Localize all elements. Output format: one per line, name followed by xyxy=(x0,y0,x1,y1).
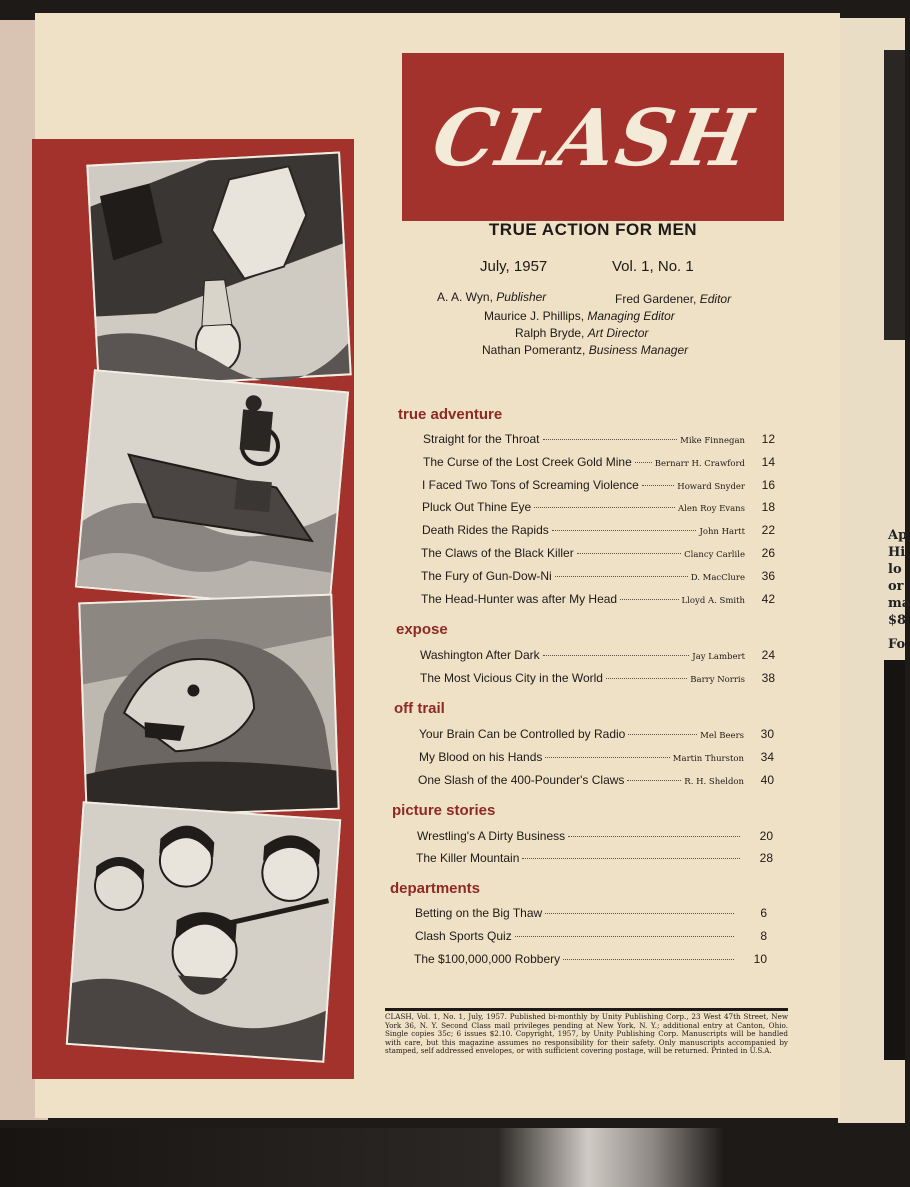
page-number: 20 xyxy=(759,829,773,843)
story-author: Lloyd A. Smith xyxy=(681,596,745,606)
magazine-logo-panel xyxy=(402,53,784,221)
imprint-divider xyxy=(385,1008,788,1011)
section-heading-departments: departments xyxy=(390,880,481,897)
publication-imprint: CLASH, Vol. 1, No. 1, July, 1957. Published bi-monthly by Unity Publishing Corp., 23 West 47th Street, New York 36, N. Y. Second Class mail privileges pending at New York, N. Y.; additional entry at Canton, Ohio. Single copies 35c; 6 issues $2.10. Copyright, 1957, by Unity Publishing Corp. Manuscripts will be handled with care, but this magazine assumes no responsibility for their safety. Only manuscripts accompanied by stamped, self addressed envelopes, or with sufficient covering postage, will be returned. Printed in U.S.A. xyxy=(385,1012,788,1055)
page-number: 26 xyxy=(761,546,775,560)
section-heading-picture-stories: picture stories xyxy=(392,802,496,819)
page-number: 10 xyxy=(753,952,767,966)
leader-dots xyxy=(568,836,740,837)
section-heading-true-adventure: true adventure xyxy=(398,406,503,423)
leader-dots xyxy=(534,507,675,508)
page-number: 12 xyxy=(761,432,775,446)
story-author: Mike Finnegan xyxy=(680,436,745,446)
staff-role: Editor xyxy=(699,292,732,306)
staff-publisher xyxy=(437,290,546,304)
story-title: Your Brain Can be Controlled by Radio xyxy=(419,727,626,741)
story-author: John Hartt xyxy=(699,527,745,537)
story-title: Straight for the Throat xyxy=(423,432,540,446)
leader-dots xyxy=(522,858,740,859)
story-title: The Most Vicious City in the World xyxy=(420,671,603,685)
leader-dots xyxy=(628,734,697,735)
toc-entry[interactable] xyxy=(414,952,767,970)
story-title: Betting on the Big Thaw xyxy=(415,906,543,920)
staff-business-manager xyxy=(482,343,688,357)
staff-name: A. A. Wyn, xyxy=(437,290,493,304)
staff-name: Nathan Pomerantz, xyxy=(482,343,586,357)
page-number: 28 xyxy=(759,851,773,865)
illustration-rapids-boat xyxy=(75,369,349,609)
adjacent-page-text-1: Ap xyxy=(888,528,908,543)
toc-entry[interactable] xyxy=(423,455,775,473)
story-author: Jay Lambert xyxy=(692,652,745,662)
story-author: R. H. Sheldon xyxy=(684,777,744,787)
leader-dots xyxy=(620,599,678,600)
story-title: My Blood on his Hands xyxy=(419,750,543,764)
staff-role: Business Manager xyxy=(588,343,689,357)
leader-dots xyxy=(545,757,669,758)
adjacent-page-footer: Fo xyxy=(888,637,906,652)
tagline: TRUE ACTION FOR MEN xyxy=(488,220,698,239)
staff-role: Art Director xyxy=(587,326,649,340)
toc-entry[interactable] xyxy=(420,648,775,666)
story-author: Mel Beers xyxy=(700,731,744,741)
leader-dots xyxy=(543,655,690,656)
page-number: 16 xyxy=(761,478,775,492)
story-author: Barry Norris xyxy=(690,675,745,685)
toc-entry[interactable] xyxy=(415,906,767,924)
page-number: 6 xyxy=(760,906,767,920)
adjacent-page-text-5: ma xyxy=(888,596,910,611)
leader-dots xyxy=(515,936,734,937)
page-number: 24 xyxy=(761,648,775,662)
staff-art-director xyxy=(515,326,648,340)
adjacent-page-text-4: or xyxy=(888,579,904,594)
story-title: Washington After Dark xyxy=(420,648,540,662)
illustration-big-cat xyxy=(78,594,339,819)
page-number: 40 xyxy=(760,773,774,787)
toc-entry[interactable] xyxy=(423,432,775,450)
toc-entry[interactable] xyxy=(421,569,775,587)
staff-managing-editor xyxy=(484,309,675,323)
page-number: 36 xyxy=(761,569,775,583)
staff-role: Publisher xyxy=(496,290,547,304)
staff-editor xyxy=(615,292,731,306)
leader-dots xyxy=(563,959,734,960)
toc-entry[interactable] xyxy=(419,750,774,768)
leader-dots xyxy=(543,439,678,440)
story-title: The Curse of the Lost Creek Gold Mine xyxy=(423,455,632,469)
page-number: 38 xyxy=(761,671,775,685)
toc-entry[interactable] xyxy=(422,523,775,541)
illustration-crowd-attack xyxy=(66,801,341,1062)
toc-entry[interactable] xyxy=(415,929,767,947)
leader-dots xyxy=(627,780,681,781)
toc-entry[interactable] xyxy=(421,592,775,610)
story-author: Alen Roy Evans xyxy=(678,504,745,514)
story-title: Wrestling's A Dirty Business xyxy=(417,829,566,843)
adjacent-page-dark-box xyxy=(884,660,905,1060)
story-title: Clash Sports Quiz xyxy=(415,929,512,943)
staff-name: Fred Gardener, xyxy=(615,292,697,306)
story-author: Bernarr H. Crawford xyxy=(654,459,745,469)
staff-name: Maurice J. Phillips, xyxy=(484,309,585,323)
toc-entry[interactable] xyxy=(418,773,774,791)
staff-name: Ralph Bryde, xyxy=(515,326,585,340)
background-fabric xyxy=(0,1128,905,1187)
adjacent-page-photo xyxy=(884,50,905,340)
story-title: The Killer Mountain xyxy=(416,851,520,865)
story-author: Howard Snyder xyxy=(677,482,745,492)
leader-dots xyxy=(545,913,734,914)
adjacent-page-text-6: $8 xyxy=(888,613,907,628)
page-number: 22 xyxy=(761,523,775,537)
story-title: The Claws of the Black Killer xyxy=(421,546,574,560)
section-heading-expose: expose xyxy=(396,621,448,638)
adjacent-page-text-2: Hi xyxy=(888,545,906,560)
story-title: The Head-Hunter was after My Head xyxy=(421,592,618,606)
leader-dots xyxy=(552,530,697,531)
page-number: 18 xyxy=(761,500,775,514)
page-number: 34 xyxy=(760,750,774,764)
toc-entry[interactable] xyxy=(416,851,773,869)
story-author: Clancy Carlile xyxy=(684,550,745,560)
toc-entry[interactable] xyxy=(421,546,775,564)
story-title: I Faced Two Tons of Screaming Violence xyxy=(422,478,639,492)
section-heading-off-trail: off trail xyxy=(394,700,445,717)
story-title: Death Rides the Rapids xyxy=(422,523,549,537)
story-author: D. MacClure xyxy=(690,573,745,583)
toc-entry[interactable] xyxy=(422,478,775,496)
issue-volume: Vol. 1, No. 1 xyxy=(612,258,694,275)
toc-entry[interactable] xyxy=(417,829,773,847)
magazine-logo: CLASH xyxy=(426,93,760,184)
leader-dots xyxy=(642,485,674,486)
toc-entry[interactable] xyxy=(419,727,774,745)
toc-entry[interactable] xyxy=(420,671,775,689)
page-number: 30 xyxy=(760,727,774,741)
leader-dots xyxy=(577,553,681,554)
story-title: One Slash of the 400-Pounder's Claws xyxy=(418,773,625,787)
issue-date: July, 1957 xyxy=(480,258,548,275)
page-number: 42 xyxy=(761,592,775,606)
leader-dots xyxy=(555,576,688,577)
toc-entry[interactable] xyxy=(422,500,775,518)
story-author: Martin Thurston xyxy=(672,754,744,764)
leader-dots xyxy=(635,462,652,463)
illustration-drowning-scene xyxy=(86,152,351,389)
leader-dots xyxy=(606,678,687,679)
story-title: The Fury of Gun-Dow-Ni xyxy=(421,569,552,583)
page-number: 8 xyxy=(760,929,767,943)
story-title: Pluck Out Thine Eye xyxy=(422,500,532,514)
adjacent-page-text-3: lo xyxy=(888,562,902,577)
page-number: 14 xyxy=(761,455,775,469)
staff-role: Managing Editor xyxy=(587,309,675,323)
story-title: The $100,000,000 Robbery xyxy=(414,952,561,966)
